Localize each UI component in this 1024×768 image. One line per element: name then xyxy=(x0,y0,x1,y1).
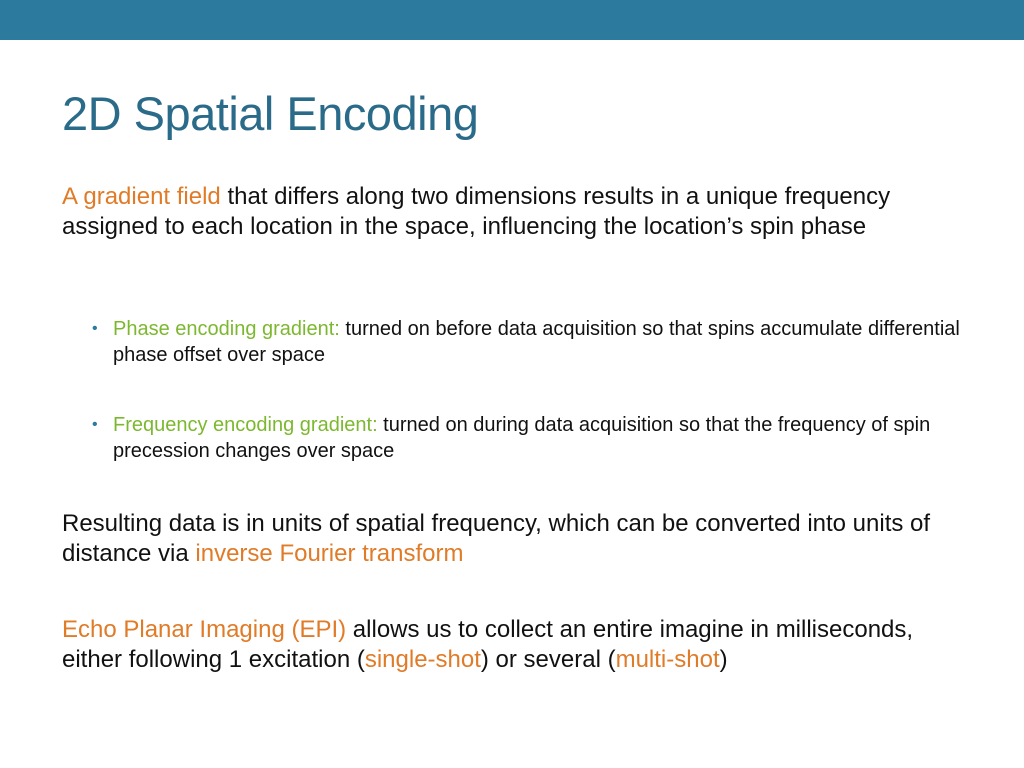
frequency-encoding-bullet-list xyxy=(92,412,962,464)
bullet-phase-encoding xyxy=(92,316,962,368)
frequency-encoding-description: turned on during data acquisition so that the frequency of spin precession changes over space xyxy=(113,414,931,462)
bullet-dot-icon: • xyxy=(92,416,98,433)
epi-description-a: allows us to collect an entire imagine in milliseconds, either following 1 excitation ( xyxy=(62,616,914,673)
phase-encoding-term: Phase encoding gradient: xyxy=(113,318,340,340)
phase-encoding-bullet-list xyxy=(92,316,962,368)
frequency-encoding-term: Frequency encoding gradient: xyxy=(113,414,378,436)
epi-description-b: ) or several ( xyxy=(480,646,616,673)
epi-term: Echo Planar Imaging (EPI) xyxy=(62,616,347,643)
slide-title: 2D Spatial Encoding xyxy=(62,87,479,140)
inverse-fourier-term: inverse Fourier transform xyxy=(195,540,464,567)
phase-encoding-description: turned on before data acquisition so that spins accumulate differential phase offset over space xyxy=(113,318,960,366)
gradient-field-paragraph xyxy=(62,182,962,242)
single-shot-term: single-shot xyxy=(364,646,481,673)
bullet-dot-icon: • xyxy=(92,320,98,337)
epi-description-c: ) xyxy=(719,646,728,673)
bullet-frequency-encoding xyxy=(92,412,962,464)
multi-shot-term: multi-shot xyxy=(615,646,720,673)
epi-paragraph xyxy=(62,615,962,675)
gradient-field-term: A gradient field xyxy=(62,183,221,210)
header-bar xyxy=(0,0,1024,40)
spatial-frequency-description: Resulting data is in units of spatial frequency, which can be converted into units of distance via xyxy=(62,510,931,567)
gradient-field-description: that differs along two dimensions results in a unique frequency assigned to each location in the space, influencing the location’s spin phase xyxy=(62,183,891,240)
spatial-frequency-paragraph xyxy=(62,509,962,569)
